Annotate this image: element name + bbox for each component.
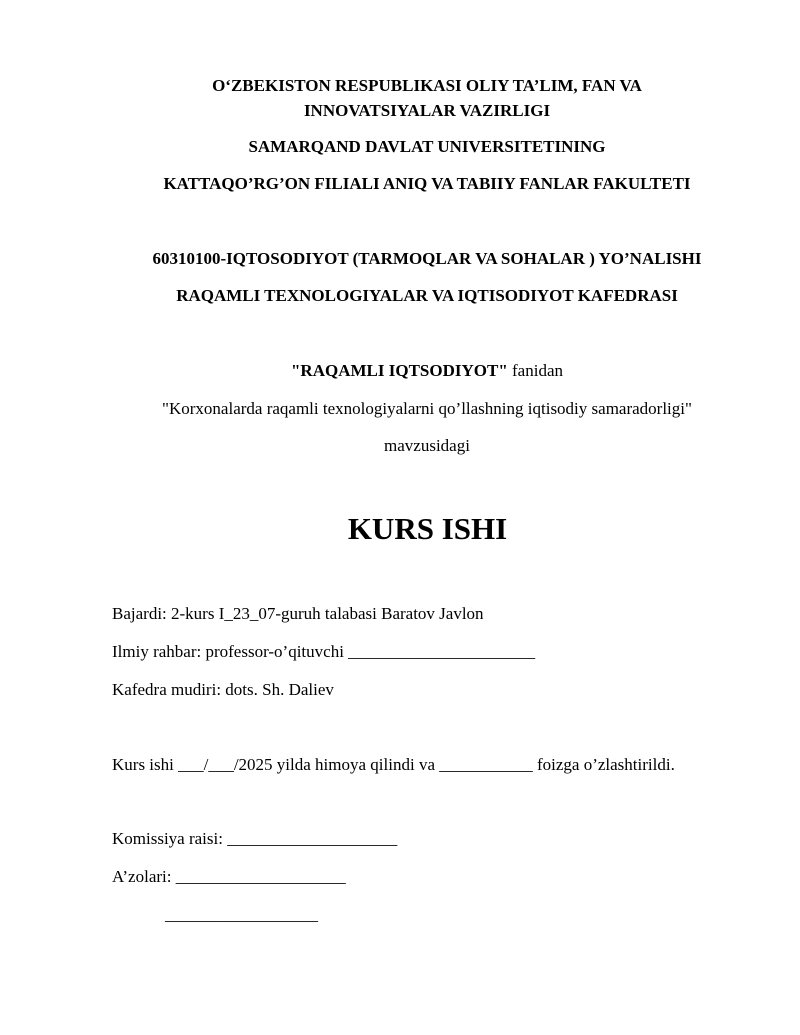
commission-extra-line: __________________ <box>165 905 318 924</box>
document-title: KURS ISHI <box>347 511 508 546</box>
department-head-line: Kafedra mudiri: dots. Sh. Daliev <box>112 680 334 699</box>
performer-line: Bajardi: 2-kurs I_23_07-guruh talabasi Baratov Javlon <box>112 604 484 623</box>
subject-name: "RAQAMLI IQTSODIYOT" <box>290 361 508 380</box>
defense-line: Kurs ishi ___/___/2025 yilda himoya qilindi va ___________ foizga o’zlashtirildi. <box>112 755 675 774</box>
department-name: RAQAMLI TEXNOLOGIYALAR VA IQTISODIYOT KAFEDRASI <box>176 286 678 305</box>
faculty-name: KATTAQO’RG’ON FILIALI ANIQ VA TABIIY FANLAR FAKULTETI <box>163 174 691 193</box>
topic-line: "Korxonalarda raqamli texnologiyalarni qo’llashning iqtisodiy samaradorligi" <box>162 399 692 418</box>
supervisor-line: Ilmiy rahbar: professor-o’qituvchi ______________________ <box>112 642 536 661</box>
ministry-line-2: INNOVATSIYALAR VAZIRLIGI <box>303 101 551 120</box>
topic-suffix: mavzusidagi <box>384 436 470 455</box>
subject-suffix: fanidan <box>507 361 563 380</box>
ministry-line-1: O‘ZBEKISTON RESPUBLIKASI OLIY TA’LIM, FAN VA <box>212 76 642 95</box>
direction-name: 60310100-IQTOSODIYOT (TARMOQLAR VA SOHALAR ) YO’NALISHI <box>152 249 702 268</box>
commission-members-line: A’zolari: ____________________ <box>112 867 346 886</box>
university-name: SAMARQAND DAVLAT UNIVERSITETINING <box>248 137 606 156</box>
subject-line <box>27 361 800 381</box>
commission-chair-line: Komissiya raisi: ____________________ <box>112 829 398 848</box>
